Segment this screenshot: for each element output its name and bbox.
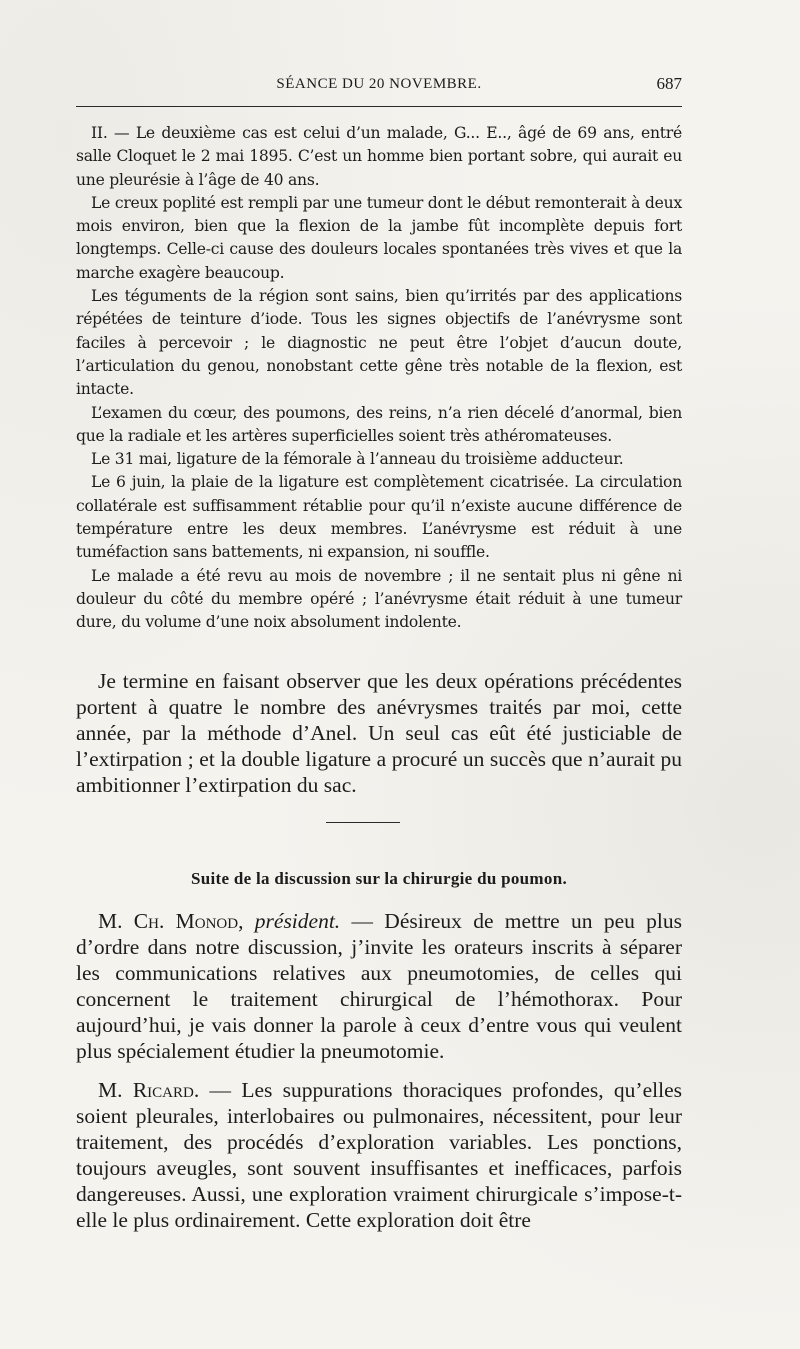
case-paragraph: Le 6 juin, la plaie de la ligature est complètement cicatrisée. La circulation collatérale est suffisamment rétablie pour qu’il n’existe aucune différence de température entre les deux membres. L’anévrysme est réduit à une tuméfaction sans battements, ni expansion, ni souffle.: [76, 473, 682, 562]
header-rule: [76, 106, 682, 107]
ricard-paragraph: [76, 1078, 682, 1233]
running-header: [76, 76, 682, 102]
page-number: 687: [656, 74, 682, 93]
ricard-prefix: M.: [98, 1078, 133, 1102]
case-paragraph: Les téguments de la région sont sains, bien qu’irrités par des applications répétées de teinture d’iode. Tous les signes objectifs de l’anévrysme sont faciles à percevoir ; le diagnostic ne peut être l’objet d’aucun doute, l’articulation du genou, nonobstant cette gêne très notable de la flexion, est intacte.: [76, 287, 682, 399]
conclusion-block: [76, 669, 682, 799]
speaker-name: Ch. Monod: [133, 909, 239, 933]
case-paragraph: Le malade a été revu au mois de novembre ; il ne sentait plus ni gêne ni douleur du côté du membre opéré ; l’anévrysme était réduit à une tumeur dure, du volume d’une noix absolument indolente.: [76, 566, 682, 632]
conclusion-paragraph: Je termine en faisant observer que les deux opérations précédentes portent à quatre le nombre des anévrysmes traités par moi, cette année, par la méthode d’Anel. Un seul cas eût été justiciable de l’extirpation ; et la double ligature a procuré un succès que n’aurait pu ambitionner l’extirpation du sac.: [76, 669, 682, 797]
section-separator: [326, 822, 400, 823]
case-paragraph: L’examen du cœur, des poumons, des reins, n’a rien décelé d’anormal, bien que la radiale et les artères superficielles soient très athéromateuses.: [76, 403, 682, 445]
section-title: Suite de la discussion sur la chirurgie du poumon.: [190, 869, 568, 888]
monod-prefix: M.: [98, 909, 134, 933]
case-paragraph: Le 31 mai, ligature de la fémorale à l’anneau du troisième adducteur.: [91, 450, 624, 469]
case-paragraph: II. — Le deuxième cas est celui d’un malade, G... E.., âgé de 69 ans, entré salle Cloquet le 2 mai 1895. C’est un homme bien portant sobre, qui aurait eu une pleurésie à l’âge de 40 ans.: [76, 124, 682, 189]
ricard-text: . — Les suppurations thoraciques profondes, qu’elles soient pleurales, interlobaires ou pulmonaires, nécessitent, pour leur traitement, des procédés d’exploration variables. Les ponctions, toujours aveugles, sont souvent insuffisantes et inefficaces, parfois dangereuses. Aussi, une exploration vraiment chirurgicale s’impose-t-elle le plus ordinairement. Cette exploration doit être: [76, 1078, 682, 1232]
speaker-role: président.: [254, 909, 341, 933]
header-title: SÉANCE DU 20 NOVEMBRE.: [276, 76, 482, 92]
monod-paragraph: M. Ch. Monod, président. — Désireux de mettre un peu plus d’ordre dans notre discussion, j’invite les orateurs inscrits à séparer les communications relatives aux pneumotomies, de celles qui concernent le traitement chirurgical de l’hémothorax. Pour aujourd’hui, je vais donner la parole à ceux d’entre vous qui veulent plus spécialement étudier la pneumotomie.: [76, 909, 683, 1063]
ricard-block: [76, 1078, 682, 1233]
speaker-name: Ricard: [132, 1078, 194, 1102]
monod-text: — Désireux de mettre un peu plus d’ordre dans notre discussion, j’invite les orateurs inscrits à séparer les communications relatives aux pneumotomies, de celles qui concernent le traitement chirurgical de l’hémothorax. Pour aujourd’hui, je vais donner la parole à ceux d’entre vous qui veulent plus spécialement étudier la pneumotomie.: [76, 909, 683, 1063]
case-paragraph: Le creux poplité est rempli par une tumeur dont le début remonterait à deux mois environ, bien que la flexion de la jambe fût incomplète depuis fort longtemps. Celle-ci cause des douleurs locales spontanées très vives et que la marche exagère beaucoup.: [76, 193, 682, 282]
case-report: [76, 122, 682, 635]
monod-block: [76, 909, 682, 1064]
